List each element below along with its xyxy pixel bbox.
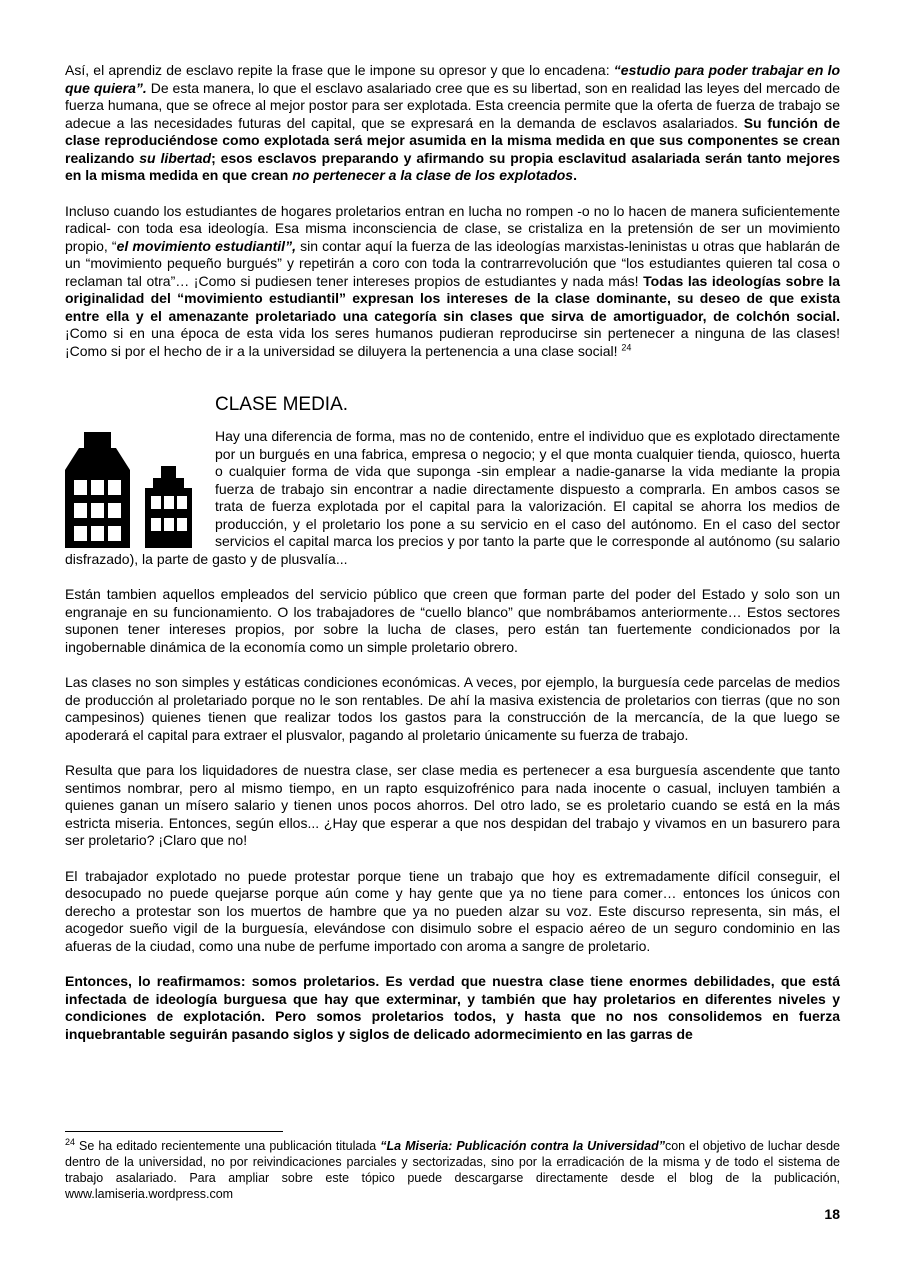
paragraph-6: Resulta que para los liquidadores de nuestra clase, ser clase media es pertenecer a esa burguesía ascendente que tanto sentimos nombrar, pero al mismo tiempo, en un rapto esquizofrénico para nada inocente o casual, incluyen también a quienes ganan un mísero salario y tienen unos pocos ahorros. Del otro lado, se es proletario cuando se está en la más estricta miseria. Entonces, según ellos... ¿Hay que esperar a que nos despidan del trabajo y vivamos en un basurero para ser proletario? ¡Claro que no! <box>65 762 840 848</box>
bold-italic-text: su libertad <box>139 149 212 166</box>
page-number: 18 <box>824 1206 840 1222</box>
italic-quote: el movimiento estudiantil”, <box>116 237 296 254</box>
footnote-separator <box>65 1131 283 1132</box>
paragraph-4: Están tambien aquellos empleados del servicio público que creen que forman parte del poder del Estado y solo son un engranaje en su funcionamiento. O los trabajadores de “cuello blanco” que nombrábamos anteriormente… Estos sectores suponen tener intereses propios, por sobre la lucha de clases, pero están tan fuertemente condicionados por la ingobernable dinámica de la economía como un simple proletario obrero. <box>65 586 840 655</box>
bold-text: Todas las ideologías sobre la originalidad del “movimiento estudiantil” expresan los intereses de la clase dominante, su deseo de que exista entre ella y el amenazante proletariado una categoría sin clases que sirva de amortiguador, de colchón social. <box>65 272 840 324</box>
section-title: CLASE MEDIA. <box>215 394 349 415</box>
buildings-icon <box>65 430 200 550</box>
page-body <box>65 62 840 1043</box>
footnote-ref[interactable]: 24 <box>621 341 632 352</box>
italic-quote: “estudio para poder trabajar en lo que quiera”. <box>65 62 841 96</box>
footnote-title: “La Miseria: Publicación contra la Universidad” <box>380 1139 665 1153</box>
paragraph-2 <box>65 203 840 361</box>
paragraph-5: Las clases no son simples y estáticas condiciones económicas. A veces, por ejemplo, la burguesía cede parcelas de medios de producción al proletariado porque no le son rentables. De ahí la masiva existencia de proletarios con tierras (que no son campesinos) quienes tienen que realizar todos los gastos para la construcción de la mercancía, de la que luego se apoderará el capital para extraer el plusvalor, pagando al proletario únicamente su fuerza de trabajo. <box>65 674 840 743</box>
text-run: sin contar aquí la fuerza de las ideologías marxistas-leninistas u otras que hablarán de un “movimiento pequeño burgués” y repetirán a coro con toda la contrarrevolución que “los estudiantes quieren tal cosa o reclaman tal otra”… ¡Como si pudiesen tener intereses propios de estudiantes y nada más! <box>65 237 841 289</box>
footnote <box>65 1138 840 1202</box>
paragraph-8: Entonces, lo reafirmamos: somos proletarios. Es verdad que nuestra clase tiene enormes debilidades, que está infectada de ideología burguesa que hay que exterminar, y también que hay proletarios en diferentes niveles y condiciones de explotación. Pero somos proletarios todos, y hasta que no nos consolidemos en fuerza inquebrantable seguirán pasando siglos y siglos de delicado adormecimiento en las garras de <box>65 973 840 1042</box>
footnote-number: 24 <box>65 1136 76 1147</box>
text-run: De esta manera, lo que el esclavo asalariado cree que es su libertad, son en realidad las leyes del mercado de fuerza humana, que se ofrece al mejor postor para ser explotada. Esta creencia permite que la oferta de fuerza de trabajo se adecue a las necesidades futuras del capital, que se expresará en la demanda de esclavos asalariados. <box>65 79 840 131</box>
bold-text: Su función de clase reproduciéndose como explotada será mejor asumida en la misma medida en que sus componentes se crean realizando <box>65 114 840 166</box>
footnote-text: Se ha editado recientemente una publicación titulada <box>75 1139 381 1153</box>
paragraph-7: El trabajador explotado no puede protestar porque tiene un trabajo que hoy es extremadamente difícil conseguir, el desocupado no puede quejarse porque aún come y hay gente que ya no tiene para comer… entonces los únicos con derecho a protestar son los muertos de hambre que ya no pueden alzar su voz. Este discurso representa, sin más, el acogedor sueño vigil de la burguesía, elevándose con disimulo sobre el espacio aéreo de un seguro condominio en las afueras de la ciudad, como una nube de perfume importado con aroma a sangre de proletario. <box>65 867 840 954</box>
footnote-text: con el objetivo de luchar desde dentro de la universidad, no por reivindicaciones parciales y sectorizadas, sino por la erradicación de la misma y de todo el sistema de trabajo asalariado. Para ampliar sobre este tópico puede descargarse directamente desde el blog de la publicación, www.lamiseria.wordpress.com <box>65 1139 841 1201</box>
paragraph-3: Hay una diferencia de forma, mas no de contenido, entre el individuo que es explotado directamente por un burgués en una fabrica, empresa o negocio; y el que monta cualquier tienda, quiosco, huerta o cualquier forma de vida que suponga -sin emplear a nadie-ganarse la vida mediante la propia fuerza de trabajo sin encontrar a nadie directamente dispuesto a comprarla. En ambos casos se trata de fuerza explotada por el capital para la valorización. El capital se ahorra los medios de producción, y el proletario los pone a su servicio en el caso del autónomo. En el caso del sector servicios el capital marca los precios y por tanto la parte que le corresponde al autónomo (su salario disfrazado), la parte de gasto y de plusvalía... <box>65 428 840 567</box>
text-run: ¡Como si en una época de esta vida los seres humanos pudieran reproducirse sin pertenecer a ninguna de las clases! ¡Como si por el hecho de ir a la universidad se diluyera la pertenencia a una clase social! <box>65 325 840 359</box>
bold-text: . <box>573 167 577 183</box>
bold-italic-text: no pertenecer a la clase de los explotados <box>292 167 574 183</box>
text-run: Incluso cuando los estudiantes de hogares proletarios entran en lucha no rompen -o no lo hacen de manera suficientemente radical- con toda esa ideología. Esa misma inconsciencia de clase, se cristaliza en la pretensión de ser un movimiento propio, “ <box>65 202 840 254</box>
paragraph-1 <box>65 62 840 185</box>
bold-text: ; esos esclavos preparando y afirmando su propia esclavitud asalariada serán tanto mejores en la misma medida en que crean <box>65 149 840 183</box>
text-run: Así, el aprendiz de esclavo repite la frase que le impone su opresor y que lo encadena: <box>65 62 614 78</box>
